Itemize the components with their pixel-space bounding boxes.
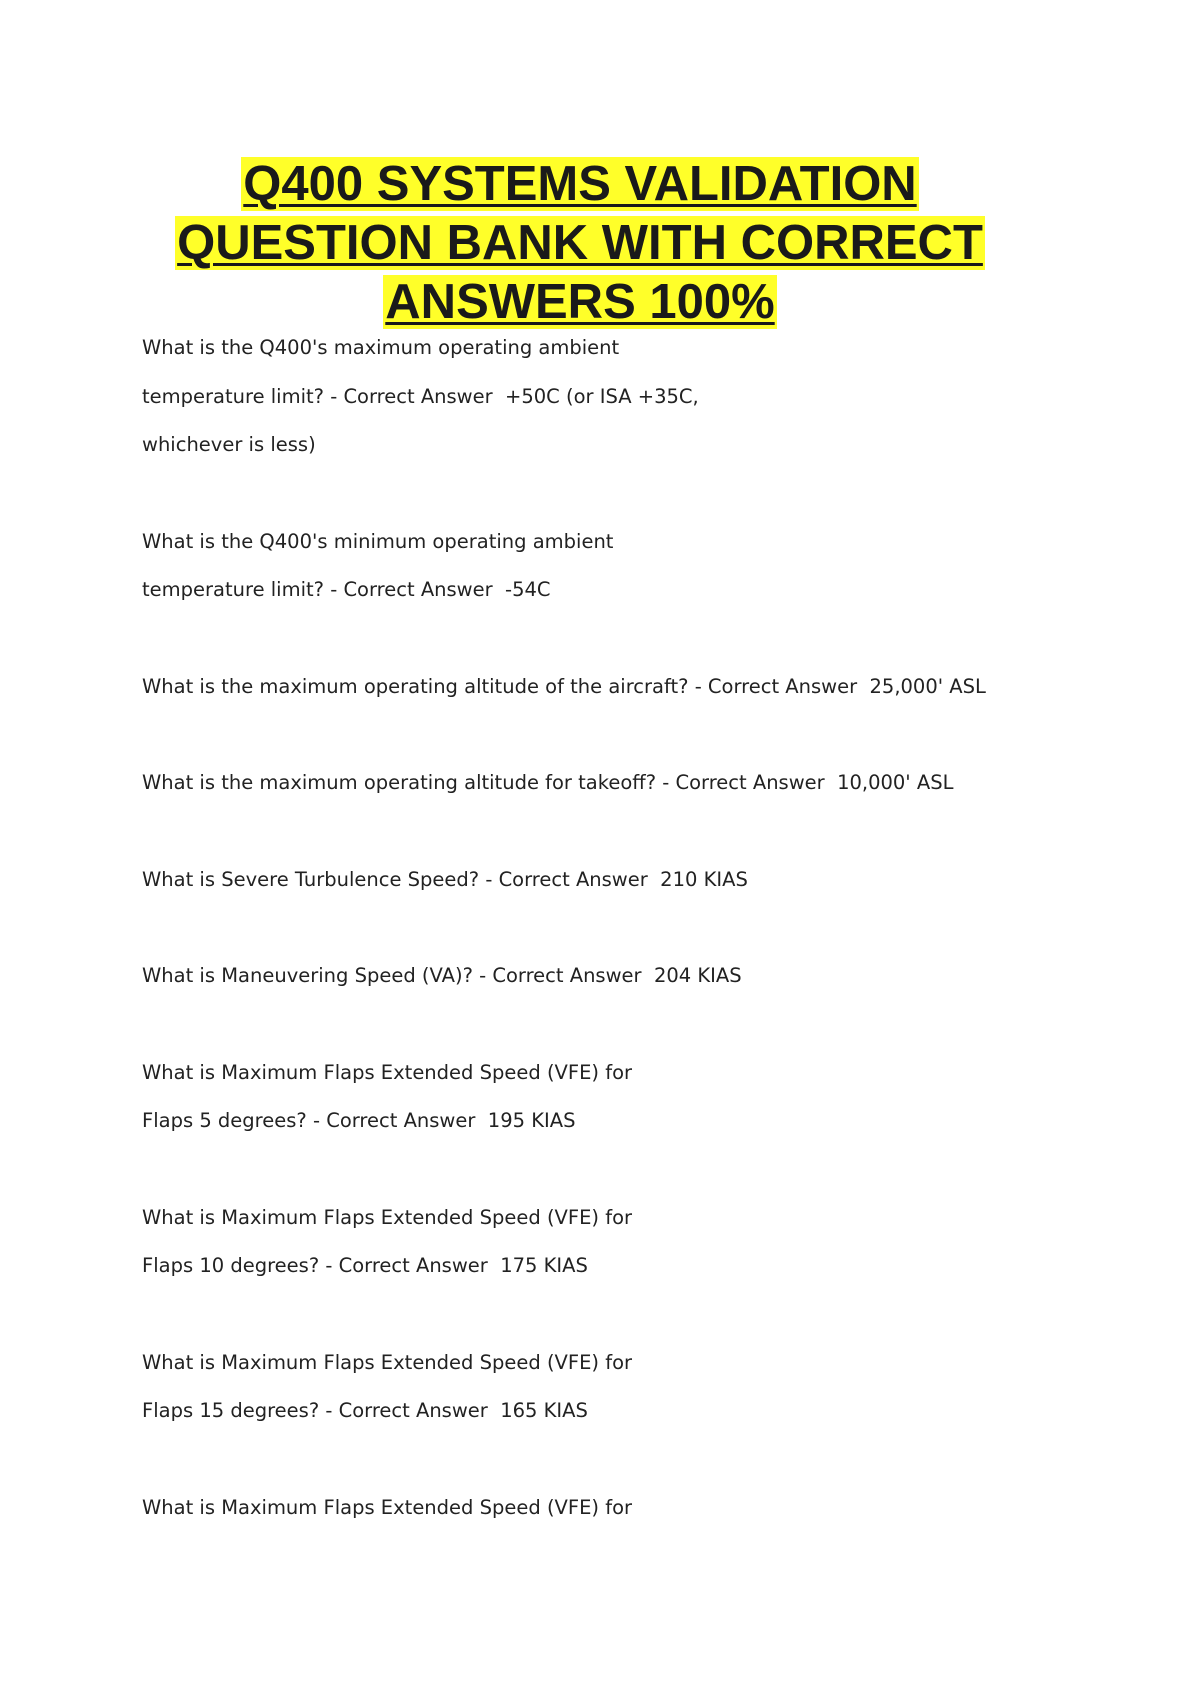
qa-text-line: Flaps 5 degrees? - Correct Answer 195 KIAS: [142, 1109, 576, 1132]
qa-text-line: Flaps 10 degrees? - Correct Answer 175 KIAS: [142, 1254, 588, 1277]
qa-text-line: What is Severe Turbulence Speed? - Correct Answer 210 KIAS: [142, 867, 748, 891]
question-answer-item: [142, 769, 1122, 818]
qa-text-line: What is Maximum Flaps Extended Speed (VFE) for: [142, 1350, 633, 1374]
question-answer-item: [142, 1349, 1122, 1446]
qa-text-line: What is Maximum Flaps Extended Speed (VFE) for: [142, 1205, 633, 1229]
qa-text-line: What is Maximum Flaps Extended Speed (VFE) for: [142, 1060, 633, 1084]
question-answer-item: [142, 1059, 1122, 1156]
qa-text-line: What is the Q400's minimum operating ambient: [142, 529, 614, 553]
title-line: [0, 214, 1160, 273]
title-line-1-text: Q400 SYSTEMS VALIDATION: [243, 157, 917, 211]
question-answer-item: [142, 334, 1122, 480]
qa-text-line: What is the maximum operating altitude for takeoff? - Correct Answer 10,000' ASL: [142, 771, 954, 794]
title-line: [0, 273, 1160, 332]
question-answer-item: [142, 866, 1122, 915]
qa-text-line: What is Maneuvering Speed (VA)? - Correct Answer 204 KIAS: [142, 964, 742, 987]
title-line: [0, 155, 1160, 214]
question-answer-item: [142, 962, 1122, 1011]
title-line-3-text: ANSWERS 100%: [385, 275, 775, 329]
qa-text-line: temperature limit? - Correct Answer +50C (or ISA +35C,: [142, 384, 699, 408]
document-title: [0, 155, 1160, 332]
question-answer-item: [142, 528, 1122, 625]
qa-text-line: whichever is less): [142, 433, 316, 456]
question-answer-item: [142, 673, 1122, 722]
question-answer-item: [142, 1204, 1122, 1301]
question-answer-list: [142, 334, 1122, 1590]
qa-text-line: What is the maximum operating altitude of the aircraft? - Correct Answer 25,000' ASL: [142, 674, 986, 698]
qa-text-line: Flaps 15 degrees? - Correct Answer 165 KIAS: [142, 1399, 588, 1422]
qa-text-line: What is Maximum Flaps Extended Speed (VFE) for: [142, 1495, 633, 1519]
title-line-2-text: QUESTION BANK WITH CORRECT: [177, 216, 983, 270]
question-answer-item: [142, 1494, 1122, 1543]
qa-text-line: temperature limit? - Correct Answer -54C: [142, 578, 551, 601]
qa-text-line: What is the Q400's maximum operating ambient: [142, 336, 620, 359]
